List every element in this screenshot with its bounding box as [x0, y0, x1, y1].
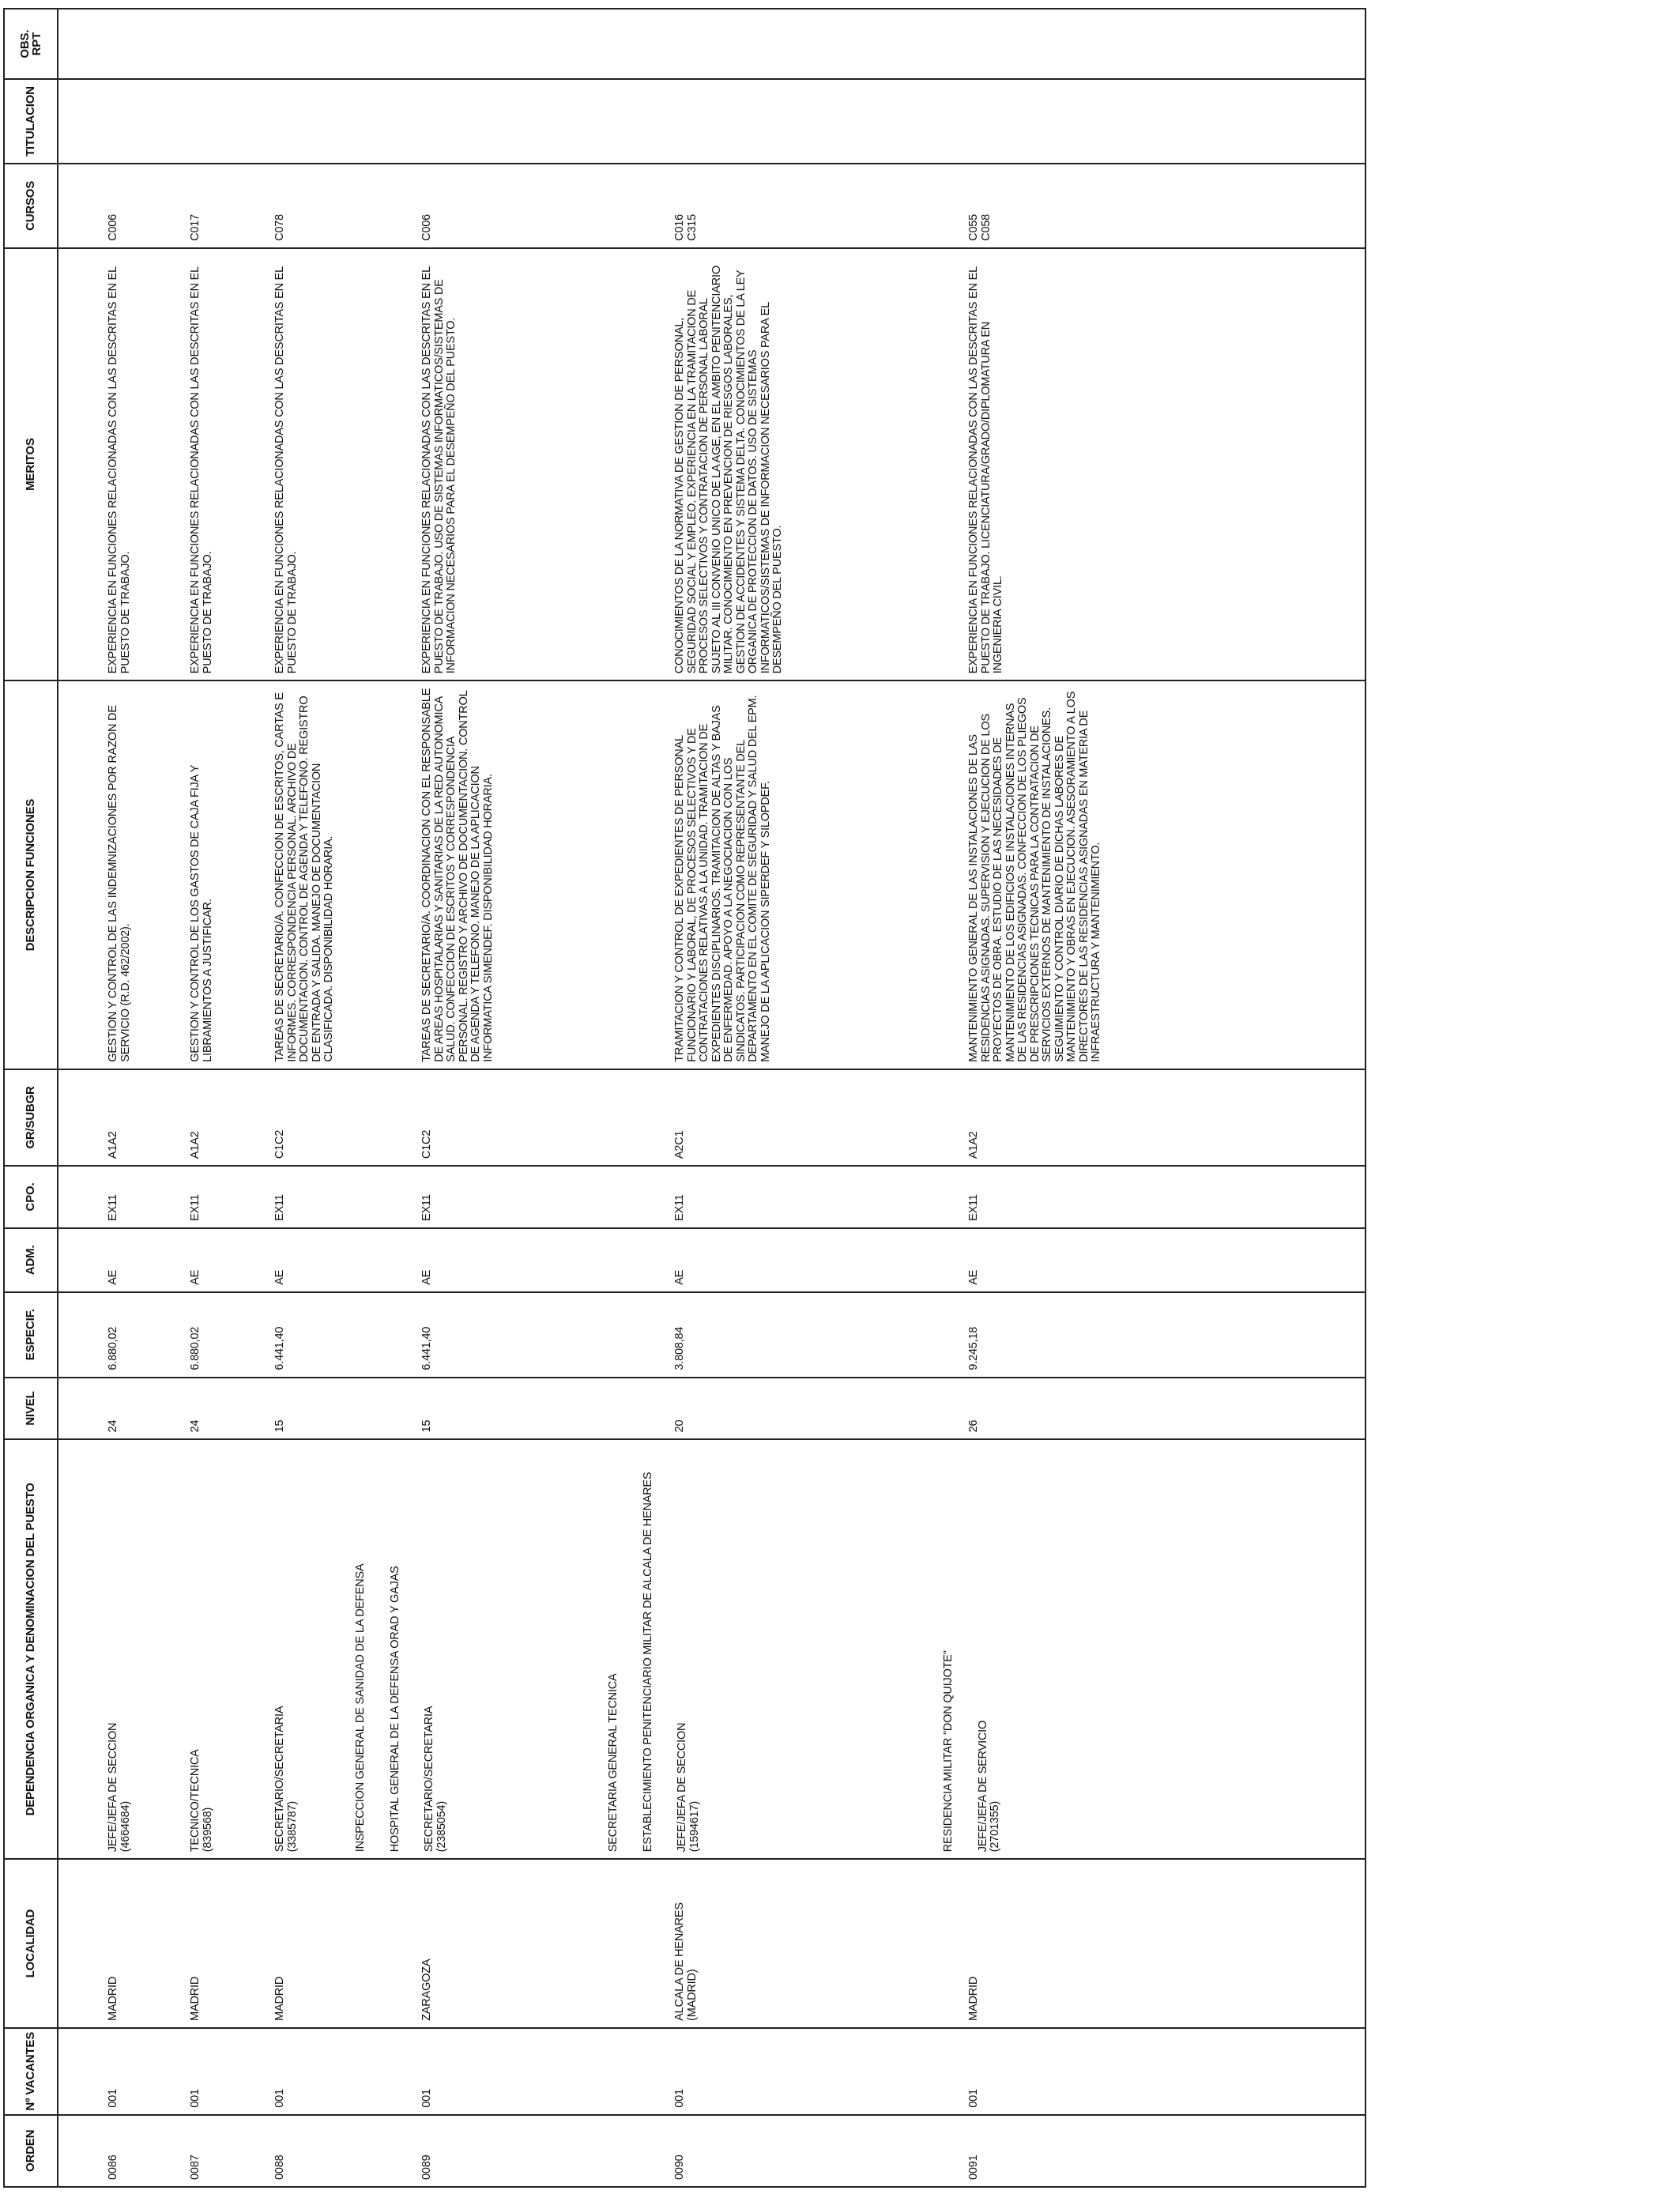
cell-obs [627, 9, 921, 79]
cell-dependencia [921, 1439, 1150, 1859]
value-vacantes: 001 [420, 2089, 433, 2108]
value-cpo: EX11 [967, 1194, 980, 1221]
cell-cpo [227, 1166, 374, 1228]
col-meritos: MERITOS [4, 248, 58, 680]
cell-titulacion [227, 79, 374, 164]
puesto-title: JEFE/JEFA DE SERVICIO [976, 1720, 989, 1853]
value-orden: 0087 [189, 2154, 202, 2180]
cell-vacantes [142, 2028, 227, 2115]
cell-titulacion [921, 79, 1150, 164]
cell-nivel [58, 1378, 142, 1440]
cell-vacantes [58, 2028, 142, 2115]
cell-meritos [58, 248, 142, 680]
value-meritos: EXPERIENCIA EN FUNCIONES RELACIONADAS CON LAS DESCRITAS EN EL PUESTO DE TRABAJO. [273, 266, 299, 674]
value-orden: 0091 [967, 2154, 980, 2180]
course-code: C055 [967, 213, 980, 241]
cell-meritos [227, 248, 374, 680]
cell-localidad [142, 1859, 227, 2028]
value-orden: 0086 [107, 2154, 119, 2180]
col-titulacion: TITULACION [4, 79, 58, 164]
puesto-title: JEFE/JEFA DE SECCION [107, 1722, 119, 1853]
cell-meritos [374, 248, 627, 680]
col-orden: ORDEN [4, 2115, 58, 2187]
table-row [627, 9, 921, 2187]
value-orden: 0090 [673, 2154, 686, 2180]
table-filler-row [1150, 9, 1365, 2187]
cell-grsubgr [142, 1069, 227, 1166]
empty-cell [1150, 1166, 1365, 1228]
col-grsubgr: GR/SUBGR [4, 1069, 58, 1166]
cell-localidad [374, 1859, 627, 2028]
value-grsubgr: A2C1 [673, 1130, 686, 1159]
value-descripcion: TAREAS DE SECRETARIO/A. COORDINACION CON EL RESPONSABLE DE AREAS HOSPITALARIAS Y SANITARIAS DE LA RED AUTONOMICA SALUD. CONFECCION DE ESCRITOS Y CORRESPONDENCIA PERSONAL. REGISTRO Y ARCHIVO DE DOCUMENTACION. CONTROL DE AGENDA Y TELEFONO. MANEJO DE LA APLICACION INFORMATICA SIMENDEF. DISPONIBILIDAD HORARIA. [420, 688, 495, 1062]
cell-especif [374, 1292, 627, 1378]
table-row [227, 9, 374, 2187]
value-orden: 0088 [273, 2154, 286, 2180]
course-code: C016 [673, 213, 686, 241]
value-vacantes: 001 [673, 2089, 686, 2108]
empty-cell [1150, 1378, 1365, 1440]
value-especif: 3.808,84 [673, 1326, 686, 1370]
cell-cursos [921, 164, 1150, 248]
value-grsubgr: C1C2 [420, 1129, 433, 1159]
cell-orden [921, 2115, 1150, 2187]
table-row [58, 9, 142, 2187]
cell-meritos [627, 248, 921, 680]
value-adm: AE [189, 1269, 202, 1285]
value-cpo: EX11 [189, 1194, 202, 1221]
value-grsubgr: A1A2 [107, 1131, 119, 1159]
cell-vacantes [374, 2028, 627, 2115]
value-descripcion: TRAMITACION Y CONTROL DE EXPEDIENTES DE PERSONAL FUNCIONARIO Y LABORAL, DE PROCESOS SELECTIVOS Y DE CONTRATACIONES RELATIVAS A LA UNIDAD. TRAMITACION DE EXPEDIENTES DISCIPLINARIOS. TRAMITACION DE ALTAS Y BAJAS DE ENFERMEDAD. APOYO A LA NEGOCIACION CON LOS SINDICATOS. PARTICIPACION COMO REPRESENTANTE DEL DEPARTAMENTO EN EL COMITE DE SEGURIDAD Y SALUD DEL EPM. MANEJO DE LA APLICACION SIPERDEF Y SILOPDEF. [673, 695, 772, 1062]
col-localidad: LOCALIDAD [4, 1859, 58, 2028]
col-especif: ESPECIF. [4, 1292, 58, 1378]
value-descripcion: TAREAS DE SECRETARIO/A. CONFECCION DE ESCRITOS, CARTAS E INFORMES. CORRESPONDENCIA PERSONAL. ARCHIVO DE DOCUMENTACION. CONTROL DE AGENDA Y TELEFONO. REGISTRO DE ENTRADA Y SALIDA. MANEJO DE DOCUMENTACION CLASIFICADA. DISPONIBILIDAD HORARIA. [273, 692, 335, 1062]
cell-adm [58, 1228, 142, 1292]
col-vacantes: Nº VACANTES [4, 2028, 58, 2115]
cell-descripcion [921, 680, 1150, 1069]
cell-titulacion [374, 79, 627, 164]
cell-nivel [921, 1378, 1150, 1440]
organic-unit-heading: INSPECCION GENERAL DE SANIDAD DE LA DEFENSA [354, 1563, 367, 1853]
cell-especif [921, 1292, 1150, 1378]
cell-cursos [142, 164, 227, 248]
cell-adm [227, 1228, 374, 1292]
cell-grsubgr [58, 1069, 142, 1166]
value-vacantes: 001 [107, 2089, 119, 2108]
cell-grsubgr [921, 1069, 1150, 1166]
cell-adm [374, 1228, 627, 1292]
value-localidad: MADRID [273, 1976, 286, 2021]
cell-localidad [58, 1859, 142, 2028]
cell-nivel [627, 1378, 921, 1440]
value-localidad: ALCALA DE HENARES (MADRID) [673, 1902, 699, 2021]
puesto-title: SECRETARIO/SECRETARIA [273, 1706, 286, 1853]
empty-cell [1150, 2028, 1365, 2115]
empty-cell [1150, 1228, 1365, 1292]
puesto-code: (3385787) [285, 1800, 299, 1853]
cell-descripcion [142, 680, 227, 1069]
course-code: C017 [189, 213, 202, 241]
empty-cell [1150, 164, 1365, 248]
value-cpo: EX11 [673, 1194, 686, 1221]
puesto-code: (2701355) [989, 1800, 1001, 1853]
value-meritos: CONOCIMIENTOS DE LA NORMATIVA DE GESTION DE PERSONAL, SEGURIDAD SOCIAL Y EMPLEO. EXPERIENCIA EN LA TRAMITACION DE PROCESOS SELECTIVOS Y CONTRATACION DE PERSONAL LABORAL SUJETO AL III CONVENIO UNICO DE LA AGE, EN EL AMBITO PENITENCIARIO MILITAR. CONOCIMIENTO EN PREVENCION DE RIESGOS LABORALES, GESTION DE ACCIDENTES Y SISTEMA DELTA. CONOCIMIENTOS DE LA LEY ORGANICA DE PROTECCION DE DATOS. USO DE SISTEMAS INFORMATICOS/SISTEMAS DE INFORMACION NECESARIOS PARA EL DESEMPEÑO DEL PUESTO. [673, 266, 784, 674]
value-nivel: 24 [107, 1419, 119, 1433]
empty-cell [1150, 9, 1365, 79]
puesto-title: JEFE/JEFA DE SECCION [676, 1722, 688, 1853]
value-meritos: EXPERIENCIA EN FUNCIONES RELACIONADAS CON LAS DESCRITAS EN EL PUESTO DE TRABAJO. [189, 266, 214, 674]
value-localidad: MADRID [107, 1976, 119, 2021]
cell-grsubgr [374, 1069, 627, 1166]
cell-obs [142, 9, 227, 79]
cell-especif [227, 1292, 374, 1378]
rpt-table [3, 8, 1366, 2188]
cell-grsubgr [227, 1069, 374, 1166]
value-especif: 9.245,18 [967, 1326, 980, 1370]
cell-localidad [627, 1859, 921, 2028]
cell-descripcion [227, 680, 374, 1069]
course-code: C078 [273, 213, 286, 241]
cell-obs [921, 9, 1150, 79]
cell-obs [374, 9, 627, 79]
cell-orden [58, 2115, 142, 2187]
value-vacantes: 001 [189, 2089, 202, 2108]
cell-titulacion [627, 79, 921, 164]
organic-unit-heading: HOSPITAL GENERAL DE LA DEFENSA ORAD Y GAJAS [388, 1566, 401, 1853]
table-row [921, 9, 1150, 2187]
cell-cpo [58, 1166, 142, 1228]
value-descripcion: GESTION Y CONTROL DE LAS INDEMNIZACIONES POR RAZON DE SERVICIO (R.D. 462/2002). [107, 705, 132, 1062]
puesto-title: TECNICO/TECNICA [189, 1749, 202, 1853]
value-nivel: 20 [673, 1419, 686, 1433]
cell-nivel [374, 1378, 627, 1440]
value-especif: 6.880,02 [107, 1326, 119, 1370]
organic-unit-heading: RESIDENCIA MILITAR "DON QUIJOTE" [942, 1650, 955, 1853]
organic-unit-heading: SECRETARIA GENERAL TECNICA [607, 1673, 620, 1853]
puesto-code: (1594617) [687, 1800, 701, 1853]
col-obs-line1: OBS. [17, 29, 32, 58]
puesto-code: (2385054) [435, 1800, 448, 1853]
value-cpo: EX11 [420, 1194, 433, 1221]
course-code: C006 [107, 213, 119, 241]
value-especif: 6.441,40 [273, 1326, 286, 1370]
table-row [374, 9, 627, 2187]
cell-meritos [921, 248, 1150, 680]
value-nivel: 26 [967, 1419, 980, 1433]
col-cursos: CURSOS [4, 164, 58, 248]
cell-cursos [58, 164, 142, 248]
value-grsubgr: A1A2 [967, 1131, 980, 1159]
cell-descripcion [374, 680, 627, 1069]
value-localidad: MADRID [967, 1976, 980, 2021]
cell-descripcion [627, 680, 921, 1069]
value-vacantes: 001 [273, 2089, 286, 2108]
course-code: C315 [685, 213, 699, 241]
cell-obs [58, 9, 142, 79]
empty-cell [1150, 1439, 1365, 1859]
value-especif: 6.880,02 [189, 1326, 202, 1370]
empty-cell [1150, 248, 1365, 680]
table-body [58, 9, 1365, 2187]
value-nivel: 24 [189, 1419, 202, 1433]
col-dependencia: DEPENDENCIA ORGANICA Y DENOMINACION DEL PUESTO [4, 1439, 58, 1859]
value-meritos: EXPERIENCIA EN FUNCIONES RELACIONADAS CON LAS DESCRITAS EN EL PUESTO DE TRABAJO. [107, 266, 132, 674]
col-adm: ADM. [4, 1228, 58, 1292]
cell-especif [627, 1292, 921, 1378]
course-code: C006 [420, 213, 433, 241]
cell-especif [142, 1292, 227, 1378]
value-meritos: EXPERIENCIA EN FUNCIONES RELACIONADAS CON LAS DESCRITAS EN EL PUESTO DE TRABAJO. LICENCIATURA/GRADO/DIPLOMATURA EN INGENIERIA CIVIL. [967, 266, 1004, 674]
empty-cell [1150, 680, 1365, 1069]
cell-cpo [921, 1166, 1150, 1228]
cell-dependencia [142, 1439, 227, 1859]
cell-dependencia [607, 1439, 921, 1859]
value-adm: AE [673, 1269, 686, 1285]
cell-localidad [921, 1859, 1150, 2028]
value-descripcion: MANTENIMIENTO GENERAL DE LAS INSTALACIONES DE LAS RESIDENCIAS ASIGNADAS. SUPERVISION Y EJECUCION DE LOS PROYECTOS DE OBRA. ESTUDIO DE LAS NECESIDADES DE MANTENIMIENTO DE LOS EDIFICIOS E INSTALACIONES INTERNAS DE LAS RESIDENCIAS ASIGNADAS. CONFECCION DE LOS PLIEGOS DE PRESCRIPCIONES TECNICAS PARA LA CONTRATACION DE SERVICIOS EXTERNOS DE MANTENIMIENTO DE INSTALACIONES. SEGUIMIENTO Y CONTROL DIARIO DE DICHAS LABORES DE MANTENIMIENTO Y OBRAS EN EJECUCION. ASESORAMIENTO A LOS DIRECTORES DE LAS RESIDENCIAS ASIGNADAS EN MATERIA DE INFRAESTRUCTURA Y MANTENIMIENTO. [967, 691, 1102, 1062]
value-localidad: ZARAGOZA [420, 1958, 433, 2021]
cell-localidad [227, 1859, 374, 2028]
cell-titulacion [58, 79, 142, 164]
value-vacantes: 001 [967, 2089, 980, 2108]
cell-cursos [627, 164, 921, 248]
cell-obs [227, 9, 374, 79]
cell-meritos [142, 248, 227, 680]
value-cpo: EX11 [273, 1194, 286, 1221]
col-obs [4, 9, 58, 79]
cell-cpo [374, 1166, 627, 1228]
cell-descripcion [58, 680, 142, 1069]
value-adm: AE [273, 1269, 286, 1285]
cell-cursos [227, 164, 374, 248]
cell-vacantes [627, 2028, 921, 2115]
value-cpo: EX11 [107, 1194, 119, 1221]
value-adm: AE [967, 1269, 980, 1285]
col-cpo: CPO. [4, 1166, 58, 1228]
cell-orden [227, 2115, 374, 2187]
cell-orden [374, 2115, 627, 2187]
cell-especif [58, 1292, 142, 1378]
course-code: C058 [979, 213, 993, 241]
cell-dependencia [58, 1439, 142, 1859]
value-adm: AE [107, 1269, 119, 1285]
table-row [142, 9, 227, 2187]
value-nivel: 15 [273, 1419, 286, 1433]
value-meritos: EXPERIENCIA EN FUNCIONES RELACIONADAS CON LAS DESCRITAS EN EL PUESTO DE TRABAJO. USO DE SISTEMAS INFORMATICOS/SISTEMAS DE INFORMACION NECESARIOS PARA EL DESEMPEÑO DEL PUESTO. [420, 266, 458, 674]
cell-cursos [374, 164, 627, 248]
puesto-code: (4664684) [119, 1800, 132, 1853]
cell-vacantes [921, 2028, 1150, 2115]
table-header [4, 9, 58, 2187]
value-adm: AE [420, 1269, 433, 1285]
col-obs-line2: RPT [30, 32, 43, 56]
value-descripcion: GESTION Y CONTROL DE LOS GASTOS DE CAJA FIJA Y LIBRAMIENTOS A JUSTIFICAR. [189, 765, 214, 1062]
value-nivel: 15 [420, 1419, 433, 1433]
puesto-title: SECRETARIO/SECRETARIA [423, 1706, 435, 1853]
cell-vacantes [227, 2028, 374, 2115]
empty-cell [1150, 1292, 1365, 1378]
cell-cpo [627, 1166, 921, 1228]
cell-nivel [227, 1378, 374, 1440]
value-grsubgr: C1C2 [273, 1129, 286, 1159]
value-grsubgr: A1A2 [189, 1131, 202, 1159]
cell-orden [142, 2115, 227, 2187]
col-descripcion: DESCRIPCION FUNCIONES [4, 680, 58, 1069]
empty-cell [1150, 1859, 1365, 2028]
empty-cell [1150, 1069, 1365, 1166]
cell-titulacion [142, 79, 227, 164]
organic-unit-heading: ESTABLECIMIENTO PENITENCIARIO MILITAR DE ALCALA DE HENARES [641, 1472, 654, 1853]
empty-cell [1150, 79, 1365, 164]
cell-grsubgr [627, 1069, 921, 1166]
value-orden: 0089 [420, 2154, 433, 2180]
cell-nivel [142, 1378, 227, 1440]
cell-adm [142, 1228, 227, 1292]
cell-dependencia [354, 1439, 627, 1859]
puesto-code: (839568) [201, 1807, 214, 1853]
cell-cpo [142, 1166, 227, 1228]
cell-adm [627, 1228, 921, 1292]
col-nivel: NIVEL [4, 1378, 58, 1440]
cell-orden [627, 2115, 921, 2187]
cell-adm [921, 1228, 1150, 1292]
value-especif: 6.441,40 [420, 1326, 433, 1370]
cell-dependencia [227, 1439, 374, 1859]
value-localidad: MADRID [189, 1976, 202, 2021]
empty-cell [1150, 2115, 1365, 2187]
